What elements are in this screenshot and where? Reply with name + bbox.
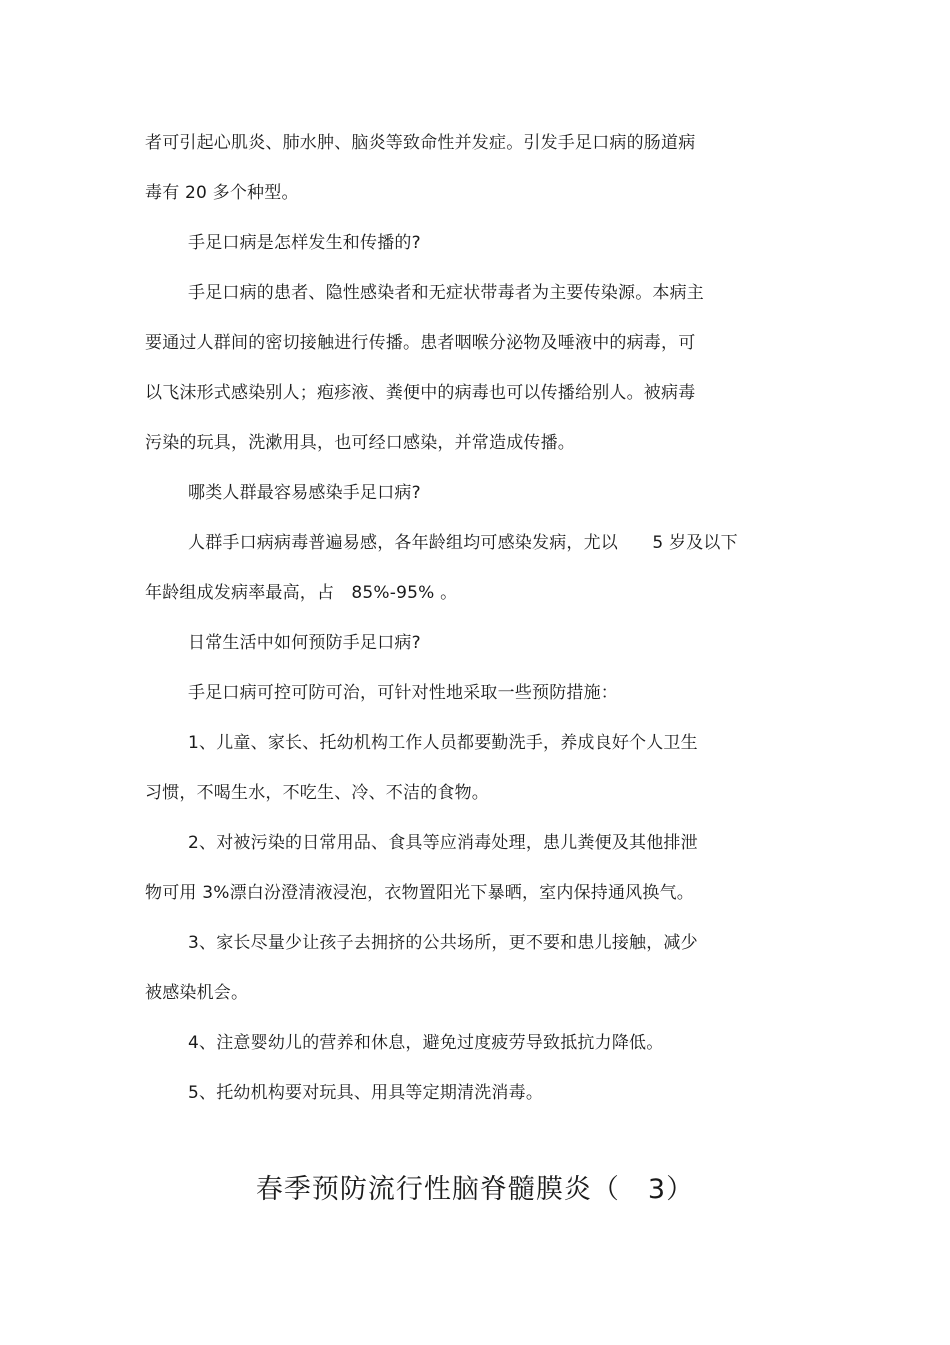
body-text-line: 要通过人群间的密切接触进行传播。患者咽喉分泌物及唾液中的病毒，可 — [145, 333, 696, 353]
section-title: 春季预防流行性脑脊髓膜炎（ 3） — [255, 1174, 695, 1205]
body-text-line: 手足口病的患者、隐性感染者和无症状带毒者为主要传染源。本病主 — [188, 283, 704, 303]
list-item: 2、对被污染的日常用品、食具等应消毒处理，患儿粪便及其他排泄 — [188, 833, 698, 853]
question-heading: 手足口病是怎样发生和传播的? — [188, 233, 421, 253]
question-heading: 哪类人群最容易感染手足口病? — [188, 483, 421, 503]
body-text-line: 年龄组成发病率最高，占 85%-95% 。 — [145, 583, 458, 603]
body-text-line: 毒有 20 多个种型。 — [145, 183, 299, 203]
body-text-line: 污染的玩具，洗漱用具，也可经口感染，并常造成传播。 — [145, 433, 575, 453]
question-heading: 日常生活中如何预防手足口病? — [188, 633, 421, 653]
body-text-line: 者可引起心肌炎、肺水肿、脑炎等致命性并发症。引发手足口病的肠道病 — [145, 133, 696, 153]
list-item: 5、托幼机构要对玩具、用具等定期清洗消毒。 — [188, 1083, 544, 1103]
list-item: 3、家长尽量少让孩子去拥挤的公共场所，更不要和患儿接触，减少 — [188, 933, 698, 953]
body-text-line: 人群手口病病毒普遍易感，各年龄组均可感染发病，尤以 5 岁及以下 — [188, 533, 738, 553]
body-text-line: 手足口病可控可防可治，可针对性地采取一些预防措施： — [188, 683, 618, 703]
list-item: 1、儿童、家长、托幼机构工作人员都要勤洗手，养成良好个人卫生 — [188, 733, 698, 753]
list-item: 4、注意婴幼儿的营养和休息，避免过度疲劳导致抵抗力降低。 — [188, 1033, 664, 1053]
list-item-continuation: 被感染机会。 — [145, 983, 249, 1003]
list-item-continuation: 习惯，不喝生水，不吃生、冷、不洁的食物。 — [145, 783, 489, 803]
body-text-line: 以飞沫形式感染别人；疱疹液、粪便中的病毒也可以传播给别人。被病毒 — [145, 383, 696, 403]
list-item-continuation: 物可用 3%漂白汾澄清液浸泡，衣物置阳光下暴晒，室内保持通风换气。 — [145, 883, 694, 903]
